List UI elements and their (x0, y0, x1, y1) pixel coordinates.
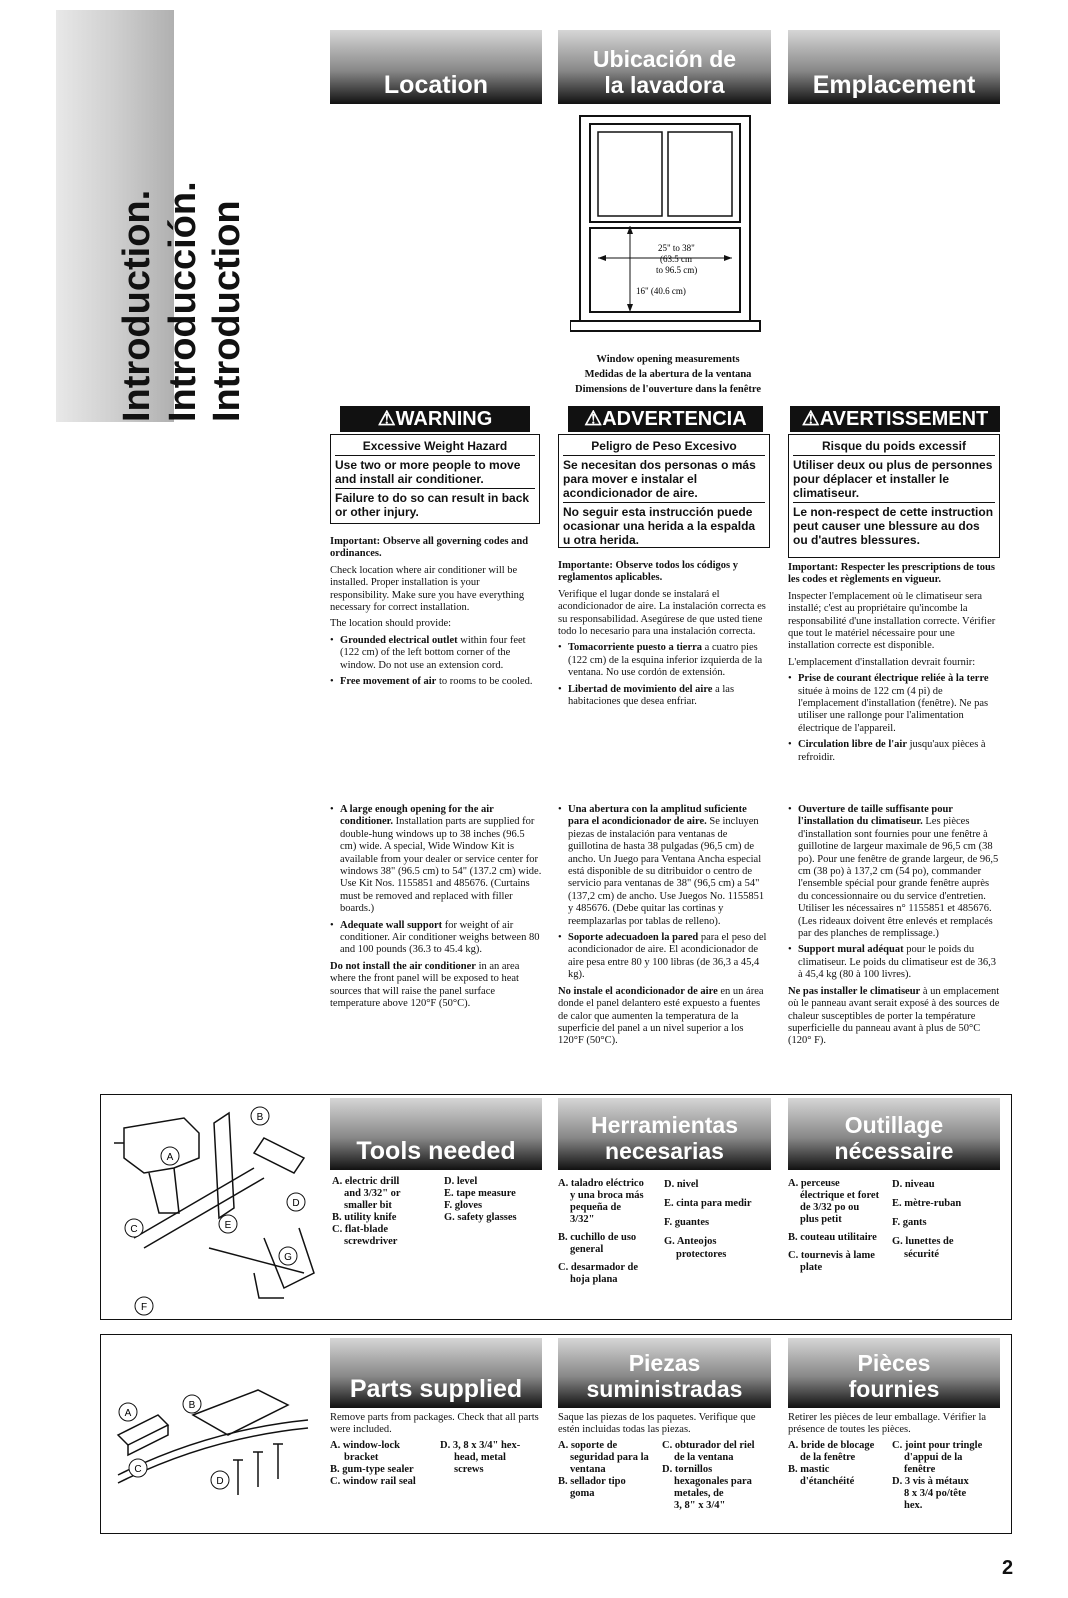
warning-p1-en: Use two or more people to move and install air conditioner. (335, 455, 535, 486)
warning-box-es (558, 434, 770, 548)
part-label-c: C (134, 1464, 142, 1475)
caption-en: Window opening measurements (596, 354, 740, 365)
tools-illustration (104, 1098, 324, 1316)
parts-en-right: D. 3, 8 x 3/4" hex- head, metal screws (440, 1440, 521, 1475)
warning-bar-en: ⚠WARNING (340, 406, 530, 432)
tools-es-right: D. nivel E. cinta para medir F. guantes G. Anteojos protectores (664, 1179, 752, 1260)
tools-fr-right: D. niveau E. mètre-ruban F. gants G. lunettes de sécurité (892, 1179, 962, 1260)
tools-es-left: A. taladro eléctrico y una broca más pequeña de 3/32" B. cuchillo de uso general C. desarmador de hoja plana (558, 1178, 644, 1285)
warning-p2-es: No seguir esta instrucción puede ocasionar una herida a la espalda u otra herida. (563, 502, 765, 547)
parts-es-intro: Saque las piezas de los paquetes. Verifique que estén incluidas todas las piezas. (558, 1412, 756, 1436)
header-tools-en: Tools needed (330, 1098, 542, 1170)
part-label-a: A (124, 1408, 132, 1419)
bullet-es-1: • Tomacorriente puesto a tierra a cuatro pies (122 cm) de la esquina inferior izquierda de la ventana. No use cordón de extensión. (558, 642, 770, 679)
parts-en-intro: Remove parts from packages. Check that all parts were included. (330, 1412, 539, 1436)
warning-p1-fr: Utiliser deux ou plus de personnes pour déplacer et installer le climatiseur. (793, 455, 995, 500)
bullet-fr-3: • Ouverture de taille suffisante pour l'installation du climatiseur. Les pièces d'installation sont fournies pour une fenêtre à guillotine de largeur maximale de 96,5 cm (38 po). Pour une fenêtre de grande largeur, de 96,5 cm (38 po) à 137,2 cm (54 po), commander l'ensemble spécial pour grande fenêtre auprès du concessionnaire ou du service d'entretien. Utiliser les nécessaires n° 1155851 et 485676. (Les rideaux doivent être enlevés et remplacés par des planches de remplissage.) (788, 804, 1000, 940)
tool-label-d: D (292, 1198, 300, 1209)
dim-height: 16" (40.6 cm) (636, 286, 686, 296)
dont-en: Do not install the air conditioner in an area where the front panel will be exposed to heat sources that will raise the panel surface temperature above 120°F (50°C). (330, 960, 520, 1010)
check-es: Verifique el lugar donde se instalará el acondicionador de aire. La instalación correcta es su responsabilidad. Asegúrese de que usted tiene todo lo necesario para una instalación correcta. (558, 588, 766, 638)
tools-en-left: A. electric drill and 3/32" or smaller bit B. utility knife C. flat-blade screwdriver (332, 1176, 401, 1247)
dim-width-line3: to 96.5 cm) (656, 265, 698, 275)
page-number: 2 (1002, 1557, 1014, 1579)
sidebar-titles (56, 10, 248, 422)
part-label-b: B (188, 1400, 196, 1411)
caption-fr: Dimensions de l'ouverture dans la fenêtre (575, 384, 761, 395)
header-tools-es: Herramientas necesarias (558, 1098, 771, 1170)
bullet-en-3: • A large enough opening for the air conditioner. Installation parts are supplied for double-hung windows up to 38 inches (96.5 cm) wide. A special, Wide Window Kit is available from your dealer or service center for windows 38" (96.5 cm) to 54" (137.2 cm) wide. Use Kit Nos. 1155851 and 485676. (Curtains must be removed and replaced with filler boards.) (330, 804, 542, 916)
bullet-es-4: • Soporte adecuadoen la pared para el peso del acondicionador de aire. El acondicionador de aire pesa entre 80 y 100 libras (de 36,3 a 45,4 kg). (558, 932, 770, 982)
header-parts-es: Piezas suministradas (558, 1338, 771, 1408)
parts-illustration (108, 1380, 318, 1510)
body-es-lower (558, 804, 770, 1052)
body-fr-upper (788, 562, 1000, 768)
dim-width-line2: (63.5 cm (660, 254, 692, 264)
warning-bar-fr: ⚠AVERTISSEMENT (790, 406, 1000, 432)
tool-label-f: F (140, 1302, 148, 1313)
window-diagram (570, 108, 770, 348)
bullet-en-2: • Free movement of air to rooms to be cooled. (330, 676, 540, 688)
warning-title-en: Excessive Weight Hazard (362, 439, 508, 453)
header-location-en: Location (330, 30, 542, 104)
bullet-en-1: • Grounded electrical outlet within four feet (122 cm) of the left bottom corner of the window. Do not use an extension cord. (330, 635, 540, 672)
dim-width-line1: 25" to 38" (658, 243, 695, 253)
caption-es: Medidas de la abertura de la ventana (584, 369, 752, 380)
parts-fr-intro: Retirer les pièces de leur emballage. Vérifier la présence de toutes les pièces. (788, 1412, 987, 1436)
bullet-es-3: • Una abertura con la amplitud suficiente para el acondicionador de aire. Se incluyen piezas de instalación para ventanas de guillotina de hasta 38 pulgadas (96,5 cm) de ancho. Un Juego para Ventana Ancha especial está disponible de su ditribuidor o centro de servicio para ventanas de 38" (96,5 cm) a 54" (137,2 cm) de ancho. Use Juegos No. 1155851 y 485676. (Debe quitar las cortinas y reemplazarlas por tablas de relleno). (558, 804, 770, 928)
figure-caption (548, 352, 788, 397)
warning-p2-fr: Le non-respect de cette instruction peut causer une blessure au dos ou d'autres blessures. (793, 502, 995, 547)
header-location-es: Ubicación de la lavadora (558, 30, 771, 104)
bullet-fr-1: • Prise de courant électrique reliée à la terre située à moins de 122 cm (4 pi) de l'emplacement d'installation (fenêtre). Ne pas utiliser une rallonge pour l'alimentation électrique de l'appareil. (788, 673, 1000, 735)
warning-bar-es: ⚠ADVERTENCIA (568, 406, 763, 432)
check-fr: Inspecter l'emplacement où le climatiseur sera installé; c'est au propriétaire qu'incombe la responsabilité d'une installation correcte. Vérifier que tout le matériel nécessaire pour une installation correcte est disponible. (788, 590, 996, 652)
body-en-lower (330, 804, 542, 1015)
check-en: Check location where air conditioner will be installed. Proper installation is your responsibility. Make sure you have everything necessary for correct installation. (330, 564, 525, 614)
part-label-d: D (216, 1476, 224, 1487)
warning-p1-es: Se necesitan dos personas o más para mover e instalar el acondicionador de aire. (563, 455, 765, 500)
header-parts-en: Parts supplied (330, 1338, 542, 1408)
bullet-es-2: • Libertad de movimiento del aire a las habitaciones que desea enfriar. (558, 684, 770, 709)
body-en-upper (330, 536, 540, 692)
provide-en: The location should provide: (330, 618, 452, 630)
parts-fr-left: A. bride de blocage de la fenêtre B. mastic d'étanchéité (788, 1440, 875, 1487)
tool-label-a: A (166, 1152, 174, 1163)
dont-fr: Ne pas installer le climatiseur à un emplacement où le panneau avant serait exposé à des sources de chaleur susceptibles de porter la température superficielle du panneau avant à plus de 50°C (120° F). (788, 985, 1000, 1047)
body-fr-lower (788, 804, 1000, 1052)
sidebar-title-en: Introduction. (116, 189, 158, 422)
header-location-fr: Emplacement (788, 30, 1000, 104)
parts-es-left: A. soporte de seguridad para la ventana B. sellador tipo goma (558, 1440, 649, 1499)
bullet-fr-2: • Circulation libre de l'air jusqu'aux pièces à refroidir. (788, 739, 1000, 764)
tool-label-e: E (224, 1220, 232, 1231)
header-tools-fr: Outillage nécessaire (788, 1098, 1000, 1170)
tools-en-right: D. level E. tape measure F. gloves G. safety glasses (444, 1176, 517, 1223)
tool-label-c: C (130, 1224, 138, 1235)
tools-fr-left: A. perceuse électrique et foret de 3/32 po ou plus petit B. couteau utilitaire C. tournevis à lame plate (788, 1178, 880, 1273)
header-parts-fr: Pièces fournies (788, 1338, 1000, 1408)
important-fr: Important: Respecter les prescriptions de tous les codes et règlements en vigueur. (788, 562, 995, 586)
dont-es: No instale el acondicionador de aire en un área donde el panel delantero esté expuesto a fuentes de calor que aumenten la temperatura de la superficie del panel a un nivel superior a los 120°F (50°C). (558, 985, 764, 1047)
bullet-fr-4: • Support mural adéquat pour le poids du climatiseur. Le poids du climatiseur est de 36,3 à 45,4 kg (80 à 100 livres). (788, 944, 1000, 981)
sidebar-title-fr: Introduction (206, 200, 248, 422)
tool-label-g: G (284, 1252, 292, 1263)
parts-fr-right: C. joint pour tringle d'appui de la fenêtre D. 3 vis à métaux 8 x 3/4 po/tête hex. (892, 1440, 983, 1511)
parts-es-right: C. obturador del riel de la ventana D. tornillos hexagonales para metales, de 3, 8" x 3/4" (662, 1440, 755, 1511)
sidebar-title-es: Introducción. (162, 181, 204, 422)
parts-en-left: A. window-lock bracket B. gum-type sealer C. window rail seal (330, 1440, 416, 1487)
warning-title-fr: Risque du poids excessif (821, 439, 967, 453)
warning-title-es: Peligro de Peso Excesivo (591, 439, 737, 453)
important-es: Importante: Observe todos los códigos y reglamentos aplicables. (558, 560, 738, 584)
tool-label-b: B (256, 1112, 264, 1123)
body-es-upper (558, 560, 770, 712)
important-en: Important: Observe all governing codes and ordinances. (330, 536, 529, 560)
warning-box-en (330, 434, 540, 524)
warning-box-fr (788, 434, 1000, 558)
bullet-en-4: • Adequate wall support for weight of air conditioner. Air conditioner weighs between 80 and 100 pounds (36.3 to 45.4 kg). (330, 920, 542, 957)
provide-fr: L'emplacement d'installation devrait fournir: (788, 656, 976, 668)
warning-p2-en: Failure to do so can result in back or other injury. (335, 488, 535, 519)
